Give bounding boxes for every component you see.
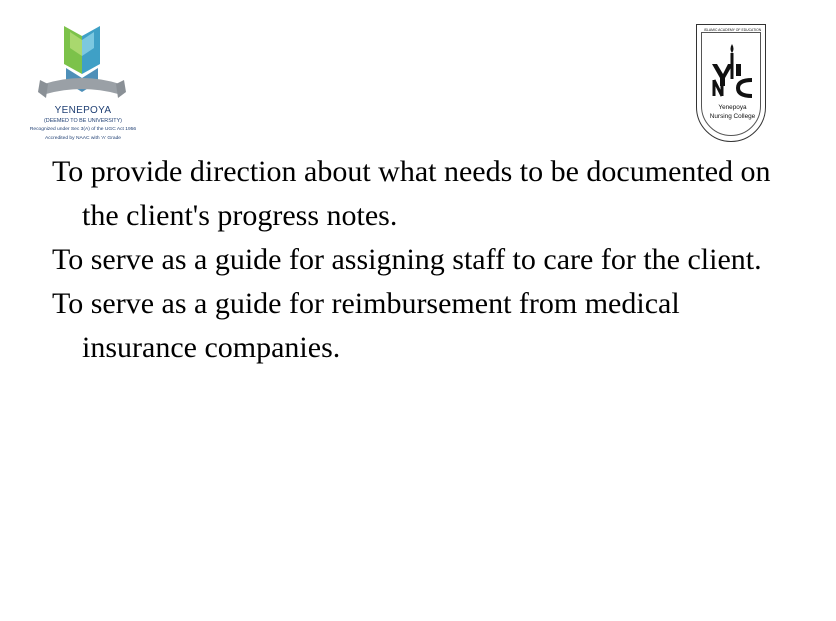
yenepoya-university-logo [22,22,144,148]
crest-top-text: ISLAMIC ACADEMY OF EDUCATION [703,28,762,32]
slide-body [52,150,792,370]
university-emblem-icon [22,22,144,106]
logo-accreditation-text: Accredited by NAAC with 'A' Grade [44,136,122,141]
purpose-paragraph-3: To serve as a guide for reimbursement from medical insurance companies. [52,287,680,364]
logo-recognition-text: Recognized under Sec 3(A) of the UGC Act 1956 [29,127,137,132]
purpose-paragraph-1: To provide direction about what needs to be documented on the client's progress notes. [52,155,771,232]
yenepoya-nursing-college-logo [694,22,771,150]
crest-name-line-2: Nursing College [709,113,756,120]
crest-name-line-1: Yenepoya [718,104,747,111]
lamp-monogram-icon [708,40,756,100]
logo-deemed-text: (DEEMED TO BE UNIVERSITY) [44,118,122,124]
purpose-paragraph-2: To serve as a guide for assigning staff to care for the client. [52,243,762,276]
logo-brand-name: YENEPOYA [54,105,112,116]
